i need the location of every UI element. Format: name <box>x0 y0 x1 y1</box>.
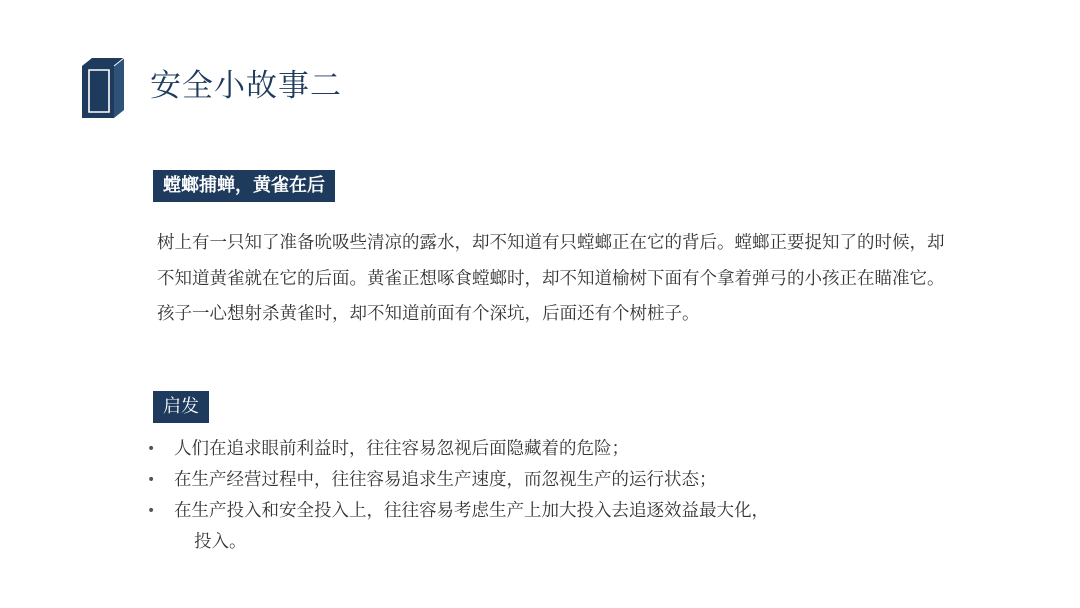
insight-list <box>143 434 903 558</box>
list-item-text: 在生产投入和安全投入上，往往容易考虑生产上加大投入去追逐效益最大化， <box>174 501 769 521</box>
story-paragraph: 树上有一只知了准备吮吸些清凉的露水，却不知道有只螳螂正在它的背后。螳螂正要捉知了的时候，却不知道黄雀就在它的后面。黄雀正想啄食螳螂时，却不知道榆树下面有个拿着弹弓的小孩正在瞄准它。孩子一心想射杀黄雀时，却不知道前面有个深坑，后面还有个树桩子。 <box>157 233 945 324</box>
list-item-continuation: 投入。 <box>194 532 247 552</box>
list-item-text: 人们在追求眼前利益时，往往容易忽视后面隐藏着的危险； <box>174 439 629 459</box>
list-item <box>143 434 903 465</box>
page-title: 安全小故事二 <box>150 68 342 104</box>
book-icon <box>80 56 126 120</box>
insight-heading: 启发 <box>153 391 209 423</box>
list-item <box>143 496 903 558</box>
bullet-dot-icon: • <box>147 441 156 457</box>
story-heading: 螳螂捕蝉，黄雀在后 <box>153 170 335 202</box>
bullet-dot-icon: • <box>147 472 156 488</box>
list-item <box>143 465 903 496</box>
bullet-dot-icon: • <box>147 503 156 519</box>
list-item-text: 在生产经营过程中，往往容易追求生产速度，而忽视生产的运行状态； <box>174 470 717 490</box>
